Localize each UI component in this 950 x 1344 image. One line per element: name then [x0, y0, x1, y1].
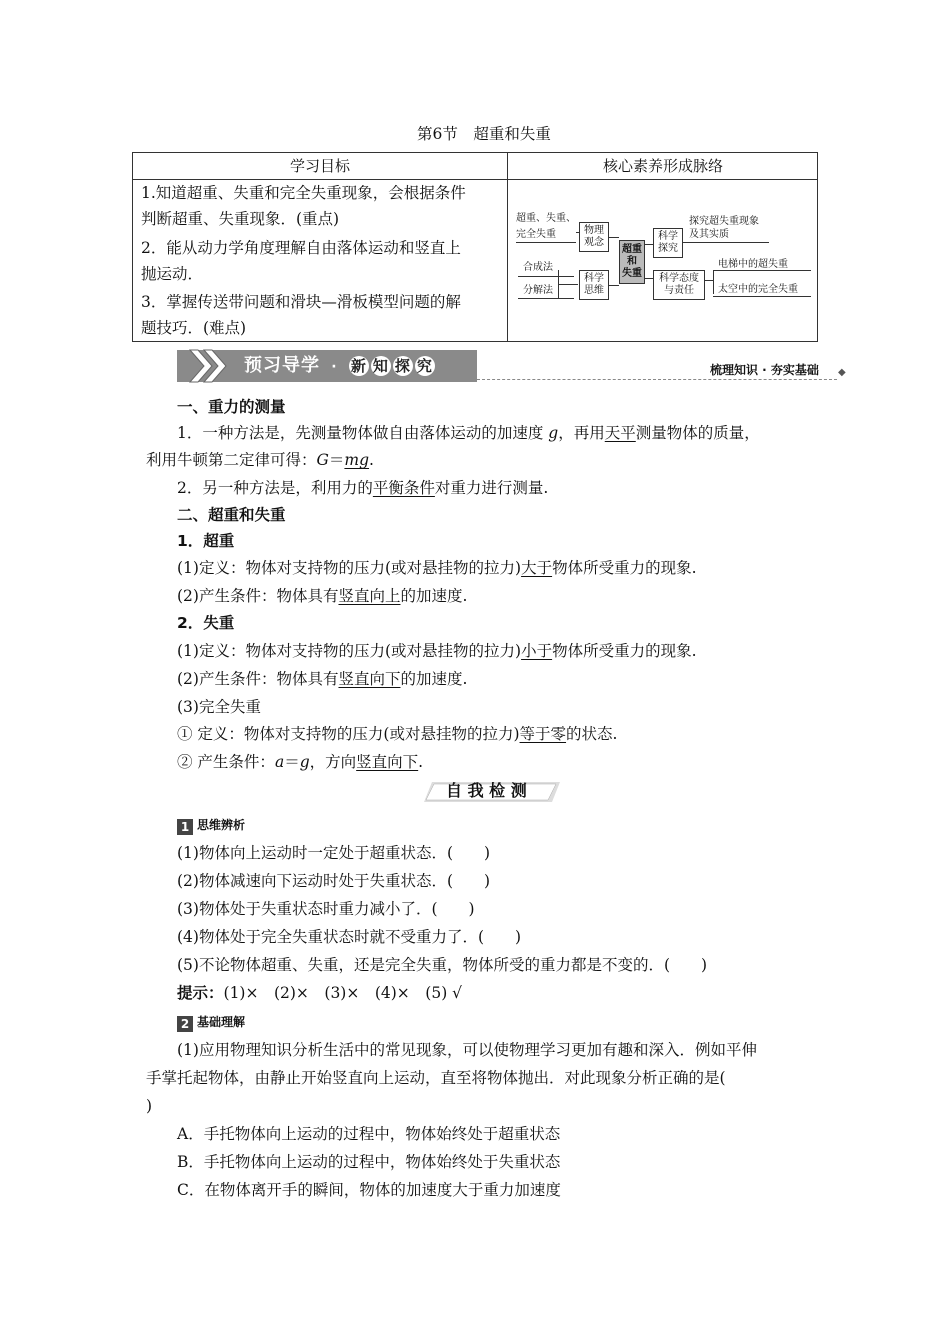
list-item: (4)物体处于完全失重状态时就不受重力了．( )	[177, 928, 522, 946]
paragraph: 利用牛顿第二定律可得：G＝mg.	[146, 451, 374, 469]
goal-line: 抛运动．	[141, 265, 204, 283]
question-line: )	[146, 1097, 153, 1115]
paragraph: (1)定义：物体对支持物的压力(或对悬挂物的拉力)大于物体所受重力的现象.	[177, 559, 697, 577]
double-chevron-icon	[180, 346, 240, 386]
goal-line: 3．掌握传送带问题和滑块—滑板模型问题的解	[141, 293, 461, 311]
paragraph: (2)产生条件：物体具有竖直向下的加速度.	[177, 670, 468, 688]
question-line: (1)应用物理知识分析生活中的常见现象，可以使物理学习更加有趣和深入．例如平伸	[177, 1041, 757, 1059]
col-header-map: 核心素养形成脉络	[602, 157, 723, 175]
paragraph: ② 产生条件：a＝g，方向竖直向下.	[177, 753, 424, 771]
list-item: (5)不论物体超重、失重，还是完全失重，物体所受的重力都是不变的．( )	[177, 956, 708, 974]
goal-line: 题技巧．(难点)	[141, 319, 247, 337]
paragraph: (2)产生条件：物体具有竖直向上的加速度.	[177, 587, 468, 605]
map-label-decomposition: 分解法	[523, 285, 553, 296]
paragraph: (3)完全失重	[177, 698, 261, 716]
map-label-space: 太空中的完全失重	[718, 284, 798, 295]
goal-line: 判断超重、失重现象．(重点)	[141, 210, 340, 228]
map-label-essence: 及其实质	[689, 229, 729, 240]
self-check-title: 自 我 检 测	[446, 781, 527, 800]
paragraph: ① 定义：物体对支持物的压力(或对悬挂物的拉力)等于零的状态.	[177, 725, 618, 743]
map-box-scientific-thinking: 科学 思维	[579, 270, 609, 300]
paragraph: 2．另一种方法是，利用力的平衡条件对重力进行测量.	[177, 479, 549, 497]
diamond-icon: ◆	[838, 367, 846, 378]
part-label: 2 基础理解	[177, 1012, 245, 1032]
col-header-goals: 学习目标	[133, 153, 507, 180]
paragraph: 1．一种方法是，先测量物体做自由落体运动的加速度 g，再用天平测量物体的质量，	[177, 424, 760, 442]
map-center-node: 超重 和 失重	[619, 240, 645, 284]
question-line: 手掌托起物体，由静止开始竖直向上运动，直至将物体抛出．对此现象分析正确的是(	[146, 1069, 726, 1087]
paragraph: (1)定义：物体对支持物的压力(或对悬挂物的拉力)小于物体所受重力的现象.	[177, 642, 697, 660]
map-box-scientific-inquiry: 科学 探究	[653, 228, 683, 258]
hint: 提示：(1)× (2)× (3)× (4)× (5) √	[177, 984, 463, 1002]
banner-title: 预习导学 · 新 知 探 究	[244, 355, 433, 376]
list-item: (2)物体减速向下运动时处于失重状态．( )	[177, 872, 491, 890]
concept-map	[508, 180, 818, 342]
map-label-elevator: 电梯中的超失重	[718, 259, 788, 270]
map-label-phenomena-2: 完全失重	[516, 229, 556, 240]
goal-line: 1.知道超重、失重和完全失重现象，会根据条件	[141, 184, 466, 202]
map-label-explore: 探究超失重现象	[689, 216, 759, 227]
objectives-table	[132, 152, 818, 342]
map-label-phenomena-1: 超重、失重、	[516, 213, 576, 224]
section-heading: 二、超重和失重	[177, 506, 286, 524]
banner-subtitle: 梳理知识 · 夯实基础	[710, 363, 819, 377]
option-c: C．在物体离开手的瞬间，物体的加速度大于重力加速度	[177, 1181, 561, 1199]
page-title: 第6节 超重和失重	[417, 125, 551, 143]
goal-line: 2．能从动力学角度理解自由落体运动和竖直上	[141, 239, 461, 257]
section-heading: 一、重力的测量	[177, 398, 286, 416]
option-a: A．手托物体向上运动的过程中，物体始终处于超重状态	[177, 1125, 561, 1143]
sub-heading: 1．超重	[177, 532, 235, 550]
option-b: B．手托物体向上运动的过程中，物体始终处于失重状态	[177, 1153, 561, 1171]
list-item: (3)物体处于失重状态时重力减小了．( )	[177, 900, 475, 918]
part-label: 1 思维辨析	[177, 815, 245, 835]
map-box-attitude-responsibility: 科学态度 与责任	[653, 270, 705, 300]
list-item: (1)物体向上运动时一定处于超重状态．( )	[177, 844, 491, 862]
sub-heading: 2．失重	[177, 614, 235, 632]
map-box-physics-concept: 物理 观念	[579, 222, 609, 252]
self-check-banner	[424, 778, 564, 804]
map-label-composition: 合成法	[523, 262, 553, 273]
